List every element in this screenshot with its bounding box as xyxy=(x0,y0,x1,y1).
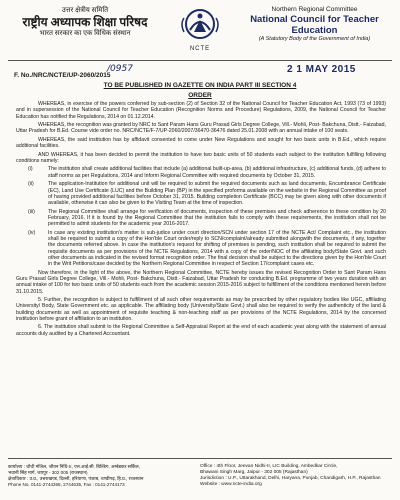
hindi-statutory-note: भारत सरकार का एक विधिक संस्थान xyxy=(39,29,131,37)
condition-item: (iv) In case any existing institution's matter is sub-judice under court direction/SCN under section 17 of the NCTE Act/ Complaint etc., the institution shall be required to submit a copy of the Hon'ble Court order/reply to SCN/complaint/already submitted alongwith the documents, if any, together the documents referred above. In case the institution's request for shifting of premises is pending, such institution shall be required to submit the requisite documents as per provisions of the NCTE Regulations, 2014 with a copy of the order/NOC of the affiliating body/State Govt. and such other documents as indicated in the revised format recognition order. The final decision shall be subject to the directions given by the Hon'ble Court in the Writ Petitions/case decided by the Northern Regional Committee in respect of Section 17/complaint cases etc. xyxy=(28,229,386,268)
footer-phone: Phone No. 0141-2744268, 2744635, Fax : 0141-2744173 xyxy=(8,482,125,487)
english-statutory-note: (A Statutory Body of the Government of India) xyxy=(258,36,371,42)
order-body xyxy=(16,101,386,339)
english-committee: Northern Regional Committee xyxy=(271,6,358,13)
hindi-council-name: राष्ट्रीय अध्यापक शिक्षा परिषद xyxy=(22,15,148,29)
footer-divider xyxy=(8,458,392,459)
condition-item: (i) The institution shall create additional facilities that include (a) additional built-up-area, (b) additional infrastructure, (c) additional funds, (d) adhere to staff norms as per Regulations, 2014 and Inform Regional Committee with required documents by October 31, 2015. xyxy=(28,166,386,179)
footer xyxy=(8,460,392,496)
paragraph-whereas-affidavit: WHEREAS, the said institution has by affidavit consented to come under New Regulations and sought for two basic units in B.Ed., which require additional facilities. xyxy=(16,136,386,150)
paragraph-now-therefore: Now therefore, in the light of the above, the Northern Regional Committee, NCTE hereby issues the revised Recognition Order to Sant Param Hans Guru Prasad Girls Degree College, Vill.- Mohli, Post- Bakchuna, Distt.- Faizabad, Uttar Pradesh for conducting B.Ed. programme of two years duration with an annual intake of 100 for two basic units of 50 students each from the academic session 2015-2016 subject to fulfillment of the conditions mentioned herein before 31.10.2015. xyxy=(16,269,386,295)
ncte-logo-icon xyxy=(176,4,224,48)
footer-website: Website : www.ncte-india.org xyxy=(200,482,262,487)
condition-item: (iii) The Regional Committee shall arrange for verification of documents, inspection of these premises and check adherence to these condition by 20 February, 2016. If it is found by the Regional Committee that the institution fails to comply with these requirements, the institution shall not be permitted to admit students for the academic year 2016-2017. xyxy=(28,208,386,228)
paragraph-whereas-decision: AND WHEREAS, it has been decided to permit the institution to have two basic units of 50 students each subject to the institution fulfilling following conditions namely: xyxy=(16,151,386,164)
gazette-title: TO BE PUBLISHED IN GAZETTE ON INDIA PART III SECTION 4 xyxy=(103,82,297,89)
order-heading: ORDER xyxy=(188,92,212,99)
file-number: F. No./NRC/NCTE/UP-2060/2015 xyxy=(14,72,111,79)
footer-english-address: Office : 4th Floor, Jeevan Nidhi-II, LIC Building, Ambedkar Circle, Bhawani Singh Marg, Jaipur - 302 005 (Rajasthan) Jurisdiction : U.P., Uttarakhand, Delhi, Haryana, Punjab, Chandigarh, H.P., Rajasthan Website : www.ncte-india.org xyxy=(200,464,392,488)
paragraph-further: 5. Further, the recognition is subject to fulfillment of all such other requirements as may be prescribed by other regulatory bodies like UGC, affiliating University/ Body, State Government etc. as applicable. The affiliating body (University/State Govt.) shall also be required to verify the authenticity of the land & building documents as well as appointment of requisite teaching & non-teaching staff as per provisions of the NCTE Regulations, 2014 by the concerned institution before grant of affiliation to an institution. xyxy=(16,297,386,322)
condition-item: (ii) The application-Institution for additional unit will be required to submit the required documents such as land documents, Encumbrance Certificate (EC), Land Use Certificate (LUC) and the Building Plan (BP) in the specified proforma available on the website in the Regional Committee as proof of having provided additional facilities before October 31, 2015. Building completion Certificate (BCC) may be given along with other documents if available, otherwise it can also be given to the Visiting Team at the time of inspection. xyxy=(28,181,386,207)
logo-caption: NCTE xyxy=(189,46,211,52)
paragraph-self-appraisal: 6. The institution shall submit to the Regional Committee a Self-Appraisal Report at the end of each academic year along with the statement of annual accounts duly audited by a Chartered Accountant. xyxy=(16,324,386,337)
letterhead xyxy=(0,0,400,58)
date-stamp: 2 1 MAY 2015 xyxy=(287,64,356,75)
english-heading xyxy=(232,6,397,43)
paragraph-whereas-regulations: WHEREAS, in exercise of the powers conferred by sub-section (2) of Section 32 of the National Council for Teacher Education Act, 1993 (73 of 1993) and in supersession of the National Council for Teacher Education (Recognition Norms and Procedure) Regulations, 2009, the National Council for Teacher Education has notified the Regulations, 2014 on 01.12.2014. xyxy=(16,101,386,120)
footer-hindi-address: कार्यालय : चौथी मंजिल, जीवन निधि-II, एल.आई.सी. बिल्डिंग, अम्बेडकर सर्किल, भवानी सिंह मार्ग, जयपुर - 302 005 (राजस्थान) क्षेत्राधिकार : उ.प्र., उत्तराखण्ड, दिल्ली, हरियाणा, पंजाब, चण्डीगढ़, हि.प्र., राजस्थान Phone No. 0141-2744268, 2744635, Fax : 0141-2744173 xyxy=(8,464,198,488)
hindi-heading xyxy=(10,6,160,38)
hindi-committee: उत्तर क्षेत्रीय समिति xyxy=(61,6,109,14)
header-divider xyxy=(8,60,392,61)
paragraph-whereas-recognition: WHEREAS, the recognition was granted by NRC to Sant Param Hans Guru Prasad Girls Degree College, Vill.- Mohli, Post- Bakchuna, Distt.- Faizabad, Uttar Pradesh for B.Ed. Course vide order no. NRC/NCTE/F-7/UP-2060/2007/36470-36476 dated 25.01.2008 with an annual intake of 100 seats. xyxy=(16,122,386,135)
handwritten-dispatch-number: /0957 xyxy=(107,64,133,74)
english-council-name: National Council for Teacher Education xyxy=(250,14,379,36)
